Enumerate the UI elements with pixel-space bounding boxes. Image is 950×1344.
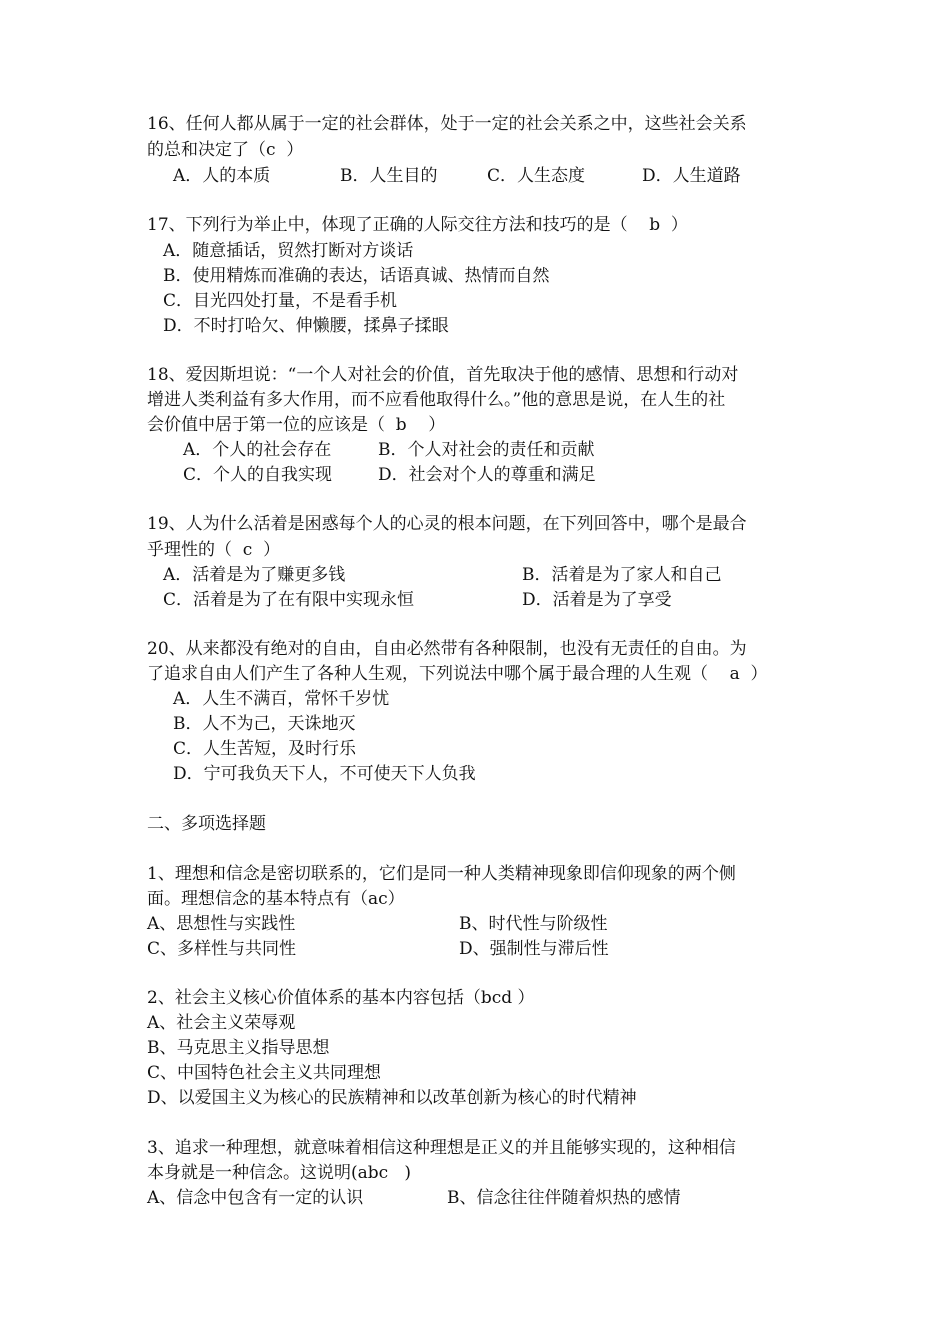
m3-stem-line2: 本身就是一种信念。这说明(abc ) xyxy=(147,1163,412,1183)
q17-option-b: B．使用精炼而准确的表达，话语真诚、热情而自然 xyxy=(163,266,550,286)
q20-option-a: A．人生不满百，常怀千岁忧 xyxy=(173,689,390,709)
q18-option-c: C．个人的自我实现 xyxy=(183,465,333,485)
q18-option-b: B．个人对社会的责任和贡献 xyxy=(378,440,595,460)
q18-stem-line3: 会价值中居于第一位的应该是（ b ） xyxy=(147,415,446,435)
q18-option-a: A．个人的社会存在 xyxy=(183,440,332,460)
q19-stem-line1: 19、人为什么活着是困惑每个人的心灵的根本问题，在下列回答中，哪个是最合 xyxy=(147,514,747,534)
q16-stem-line2: 的总和决定了（c ） xyxy=(147,140,304,160)
m1-stem-line2: 面。理想信念的基本特点有（ac） xyxy=(147,889,405,909)
m1-option-c: C、多样性与共同性 xyxy=(147,939,297,959)
m1-option-a: A、思想性与实践性 xyxy=(147,914,296,934)
q19-option-b: B．活着是为了家人和自己 xyxy=(522,565,722,585)
q19-option-a: A．活着是为了赚更多钱 xyxy=(163,565,346,585)
m2-option-b: B、马克思主义指导思想 xyxy=(147,1038,330,1058)
q20-stem-line1: 20、从来都没有绝对的自由，自由必然带有各种限制，也没有无责任的自由。为 xyxy=(147,639,747,659)
q17-option-c: C．目光四处打量，不是看手机 xyxy=(163,291,398,311)
q18-stem-line2: 增进人类利益有多大作用，而不应看他取得什么。”他的意思是说，在人生的社 xyxy=(147,390,726,410)
q20-stem-line2: 了追求自由人们产生了各种人生观，下列说法中哪个属于最合理的人生观（ a ） xyxy=(147,664,768,684)
section-title-multiple-choice: 二、多项选择题 xyxy=(147,814,266,834)
m3-stem-line1: 3、追求一种理想，就意味着相信这种理想是正义的并且能够实现的，这种相信 xyxy=(147,1138,736,1158)
q16-option-b: B．人生目的 xyxy=(340,166,438,186)
m2-option-c: C、中国特色社会主义共同理想 xyxy=(147,1063,382,1083)
q16-option-a: A．人的本质 xyxy=(173,166,271,186)
m3-option-b: B、信念往往伴随着炽热的感情 xyxy=(447,1188,681,1208)
q18-option-d: D．社会对个人的尊重和满足 xyxy=(378,465,596,485)
q17-option-a: A．随意插话，贸然打断对方谈话 xyxy=(163,241,414,261)
m1-stem-line1: 1、理想和信念是密切联系的，它们是同一种人类精神现象即信仰现象的两个侧 xyxy=(147,864,736,884)
q20-option-c: C．人生苦短，及时行乐 xyxy=(173,739,357,759)
q17-stem-line1: 17、下列行为举止中，体现了正确的人际交往方法和技巧的是（ b ） xyxy=(147,215,688,235)
m2-option-a: A、社会主义荣辱观 xyxy=(147,1013,296,1033)
q16-option-c: C．人生态度 xyxy=(487,166,586,186)
q20-option-b: B．人不为己，天诛地灭 xyxy=(173,714,356,734)
q19-option-d: D．活着是为了享受 xyxy=(522,590,672,610)
m3-option-a: A、信念中包含有一定的认识 xyxy=(147,1188,364,1208)
m2-option-d: D、以爱国主义为核心的民族精神和以改革创新为核心的时代精神 xyxy=(147,1088,637,1108)
q20-option-d: D．宁可我负天下人，不可使天下人负我 xyxy=(173,764,476,784)
q16-stem-line1: 16、任何人都从属于一定的社会群体，处于一定的社会关系之中，这些社会关系 xyxy=(147,114,747,134)
q16-option-d: D．人生道路 xyxy=(642,166,741,186)
q17-option-d: D．不时打哈欠、伸懒腰，揉鼻子揉眼 xyxy=(163,316,449,336)
q19-option-c: C．活着是为了在有限中实现永恒 xyxy=(163,590,415,610)
m2-stem-line1: 2、社会主义核心价值体系的基本内容包括（bcd ） xyxy=(147,988,535,1008)
m1-option-b: B、时代性与阶级性 xyxy=(459,914,608,934)
m1-option-d: D、强制性与滞后性 xyxy=(459,939,609,959)
q18-stem-line1: 18、爱因斯坦说：“一个人对社会的价值，首先取决于他的感情、思想和行动对 xyxy=(147,365,739,385)
q19-stem-line2: 乎理性的（ c ） xyxy=(147,540,281,560)
